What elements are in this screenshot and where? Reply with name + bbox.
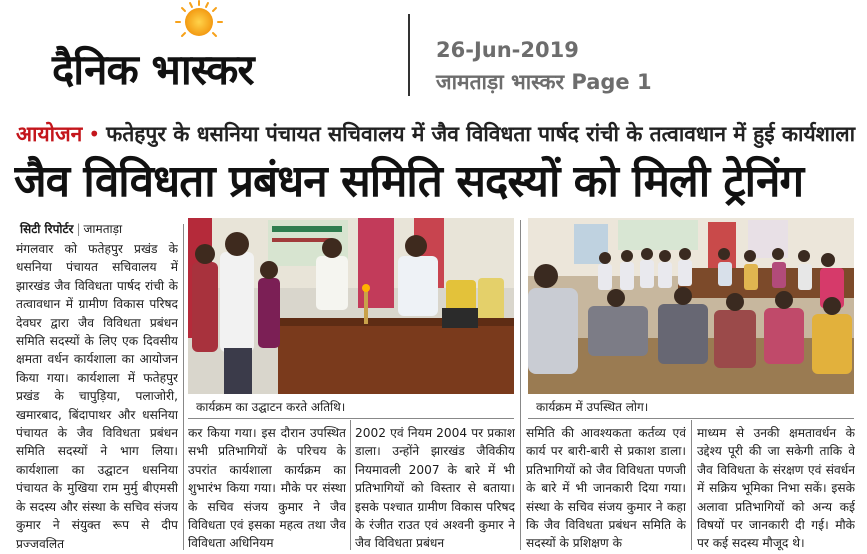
article-column-3: 2002 एवं नियम 2004 पर प्रकाश डाला। उन्होंने झारखंड जैविकीय नियमावली 2007 के बारे में भी प्रतिभागियों को विस्तार से बताया। इसके पश्चात ग्रामीण विकास परिषद के रंजीत राउत एवं अश्वनी कुमार ने जैव विविधता प्रबंधन: [355, 426, 515, 551]
photo-inauguration: [188, 218, 514, 394]
article-column-1: मंगलवार को फतेहपुर प्रखंड के धसनिया पंचायत सचिवालय में झारखंड जैव विविधता पार्षद रांची के तत्वावधान में ग्रामीण विकास परिषद देवघर द्वारा जैव विविधता प्रबंधन समिति सदस्यों के लिए एक दिवसीय क्षमता वर्धन कार्यशाला का आयोजन किया गया। कार्यशाला में फतेहपुर प्रखंड के चापुड़िया, पलाजोरी, खमारबाद, बिंदापाथर और धसनिया पंचायत के जैव विविधता प्रबंधन समिति सदस्यों ने भाग लिया। कार्यशाला का उद्घाटन धसनिया पंचायत के मुखिया राम मुर्मु बीएमसी के सदस्य और संस्था के सचिव संजय कुमार ने संयुक्त रूप से दीप प्रज्जवलित: [16, 242, 178, 551]
article-column-2: कर किया गया। इस दौरान उपस्थित सभी प्रतिभागियों के परिचय के उपरांत कार्यशाला कार्यक्रम का शुभारंभ किया गया। मौके पर संस्था के सचिव संजय कुमार ने जैव विविधता एवं इसका महत्व तथा जैव विविधता अधिनियम: [188, 426, 346, 551]
byline-reporter: सिटी रिपोर्टर: [20, 222, 74, 236]
article-headline: जैव विविधता प्रबंधन समिति सदस्यों को मिली ट्रेनिंग: [14, 156, 804, 207]
sun-logo-icon: [170, 0, 228, 46]
photo-participants: [528, 218, 854, 394]
byline-separator: |: [76, 222, 81, 236]
topic-bullet: •: [88, 122, 101, 146]
caption-rule: [528, 418, 854, 419]
caption-rule: [188, 418, 514, 419]
article-kicker: [16, 120, 858, 152]
article-column-4: समिति की आवश्यकता कर्तव्य एवं कार्य पर बारी-बारी से प्रकाश डाला। प्रतिभागियों को जैव विविधता पणजी के बारे में भी जानकारी दिया गया। संस्था के सचिव संजय कुमार ने कहा कि जैव विविधता प्रबंधन समिति के सदस्यों के प्रशिक्षण के: [526, 426, 686, 551]
newspaper-logo: दैनिक भास्कर: [52, 45, 254, 94]
masthead-divider: [408, 14, 410, 96]
topic-subheading: फतेहपुर के धसनिया पंचायत सचिवालय में जैव विविधता पार्षद रांची के तत्वावधान में हुई कार्यशाला: [106, 122, 856, 146]
column-rule: [520, 220, 521, 550]
byline: [20, 220, 122, 237]
article-column-5: माध्यम से उनकी क्षमतावर्धन के उद्देश्य पूरी की जा सकेगी ताकि वे जैव विविधता के संरक्षण एवं संवर्धन में सक्रिय भूमिका निभा सकें। इसके अलावा प्रतिभागियों को अन्य कई विषयों पर जानकारी दी गई। मौके पर कई सदस्य मौजूद थे।: [697, 426, 855, 551]
edition-date: 26-Jun-2019: [436, 38, 579, 62]
photo-caption: कार्यक्रम का उद्घाटन करते अतिथि।: [196, 400, 346, 414]
topic-label: आयोजन: [16, 122, 83, 146]
column-rule: [183, 224, 184, 550]
byline-place: जामताड़ा: [83, 222, 123, 236]
photo-caption: कार्यक्रम में उपस्थित लोग।: [536, 400, 649, 414]
edition-page: जामताड़ा भास्कर Page 1: [436, 70, 652, 94]
column-rule: [350, 420, 351, 550]
column-rule: [691, 420, 692, 550]
